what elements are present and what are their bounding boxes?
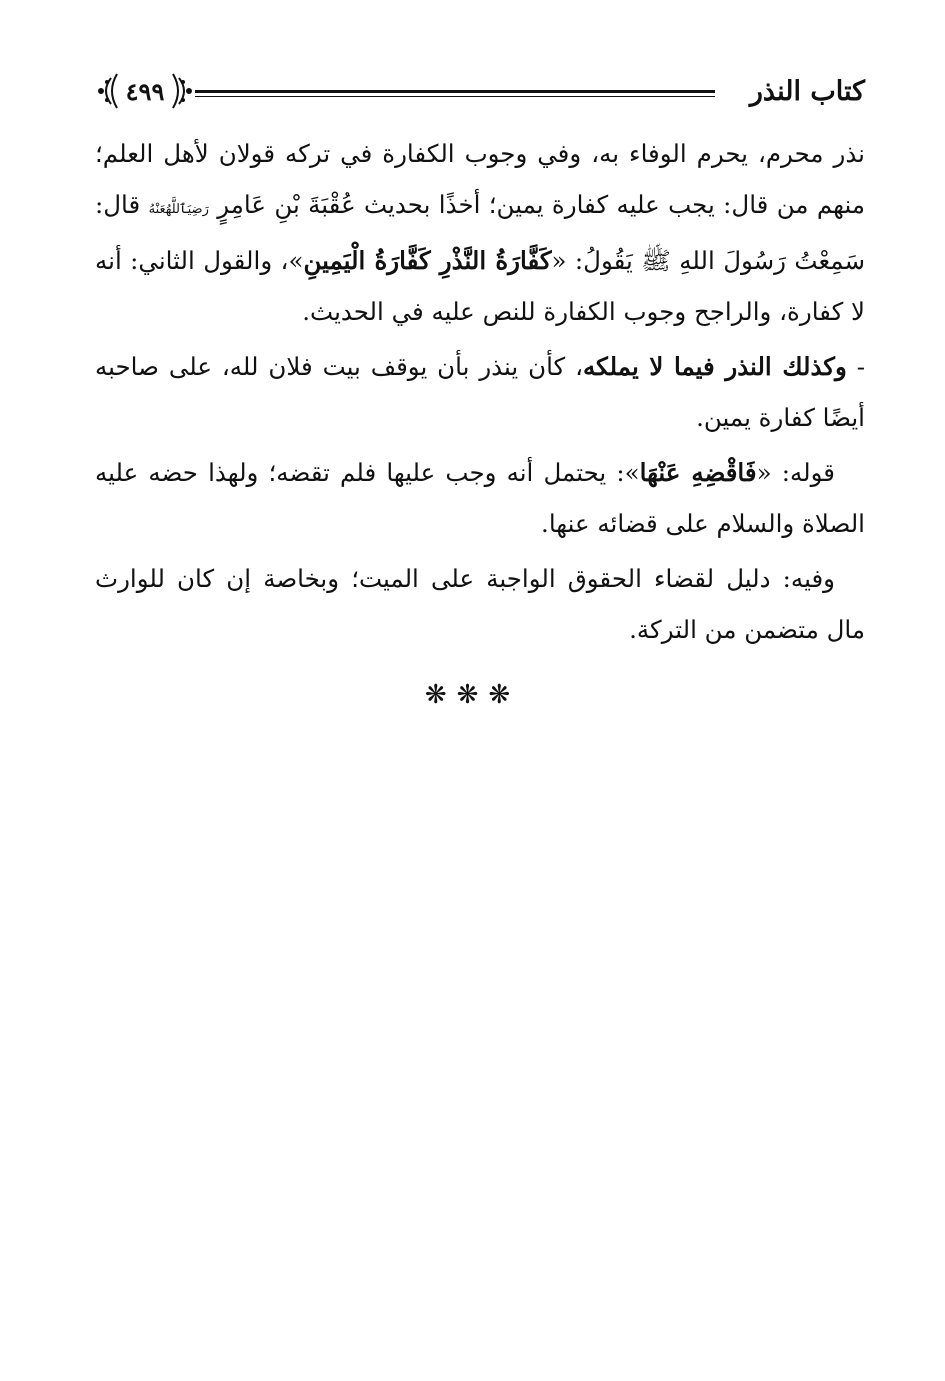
p3-text-2: »: يحتمل أنه وجب عليها فلم تقضه؛ ولهذا حضه عليه الصلاة والسلام على قضائه عنها.: [95, 458, 865, 538]
p3-bold-quote: فَاقْضِهِ عَنْهَا: [639, 458, 757, 487]
honorific-radiyallahu: رَضِيَٱللَّهُعَنْهُ: [148, 202, 209, 217]
paragraph-3: [95, 447, 865, 549]
page-body: [95, 128, 865, 659]
page-number: ٤٩٩: [125, 77, 165, 106]
page-header: [95, 68, 865, 118]
p1-text-2: قال: سَمِعْتُ رَسُولَ اللهِ: [95, 190, 865, 275]
p2-dash: -: [846, 352, 865, 381]
p2-bold-heading: وكذلك النذر فيما لا يملكه: [583, 352, 847, 381]
header-rule-thin: [195, 96, 715, 97]
book-title: كتاب النذر: [749, 76, 865, 107]
p1-text-1: نذر محرم، يحرم الوفاء به، وفي وجوب الكفارة في تركه قولان لأهل العلم؛ منهم من قال: يجب عليه كفارة يمين؛ أخذًا بحديث عُقْبَةَ بْنِ عَامِرٍ: [95, 139, 865, 219]
p3-text-1: قوله: «: [756, 458, 835, 487]
p1-text-4: »، والقول الثاني: أنه لا كفارة، والراجح وجوب الكفارة للنص عليه في الحديث.: [95, 246, 865, 326]
p4-text: وفيه: دليل لقضاء الحقوق الواجبة على الميت؛ وبخاصة إن كان للوارث مال متضمن من التركة.: [95, 564, 865, 644]
paragraph-1: [95, 128, 865, 337]
header-rule-thick: [195, 90, 715, 93]
paragraph-2: [95, 341, 865, 443]
p2-text: ، كأن ينذر بأن يوقف بيت فلان لله، على صاحبه أيضًا كفارة يمين.: [95, 352, 865, 432]
section-end-ornament: ❋❋❋: [424, 680, 521, 710]
hadith-quote: كَفَّارَةُ النَّذْرِ كَفَّارَةُ الْيَمِينِ: [303, 246, 552, 275]
honorific-salawat: ﷺ: [641, 246, 671, 275]
page-number-badge: [95, 68, 195, 114]
p1-text-3: يَقُولُ: «: [551, 246, 633, 275]
paragraph-4: [95, 553, 865, 655]
